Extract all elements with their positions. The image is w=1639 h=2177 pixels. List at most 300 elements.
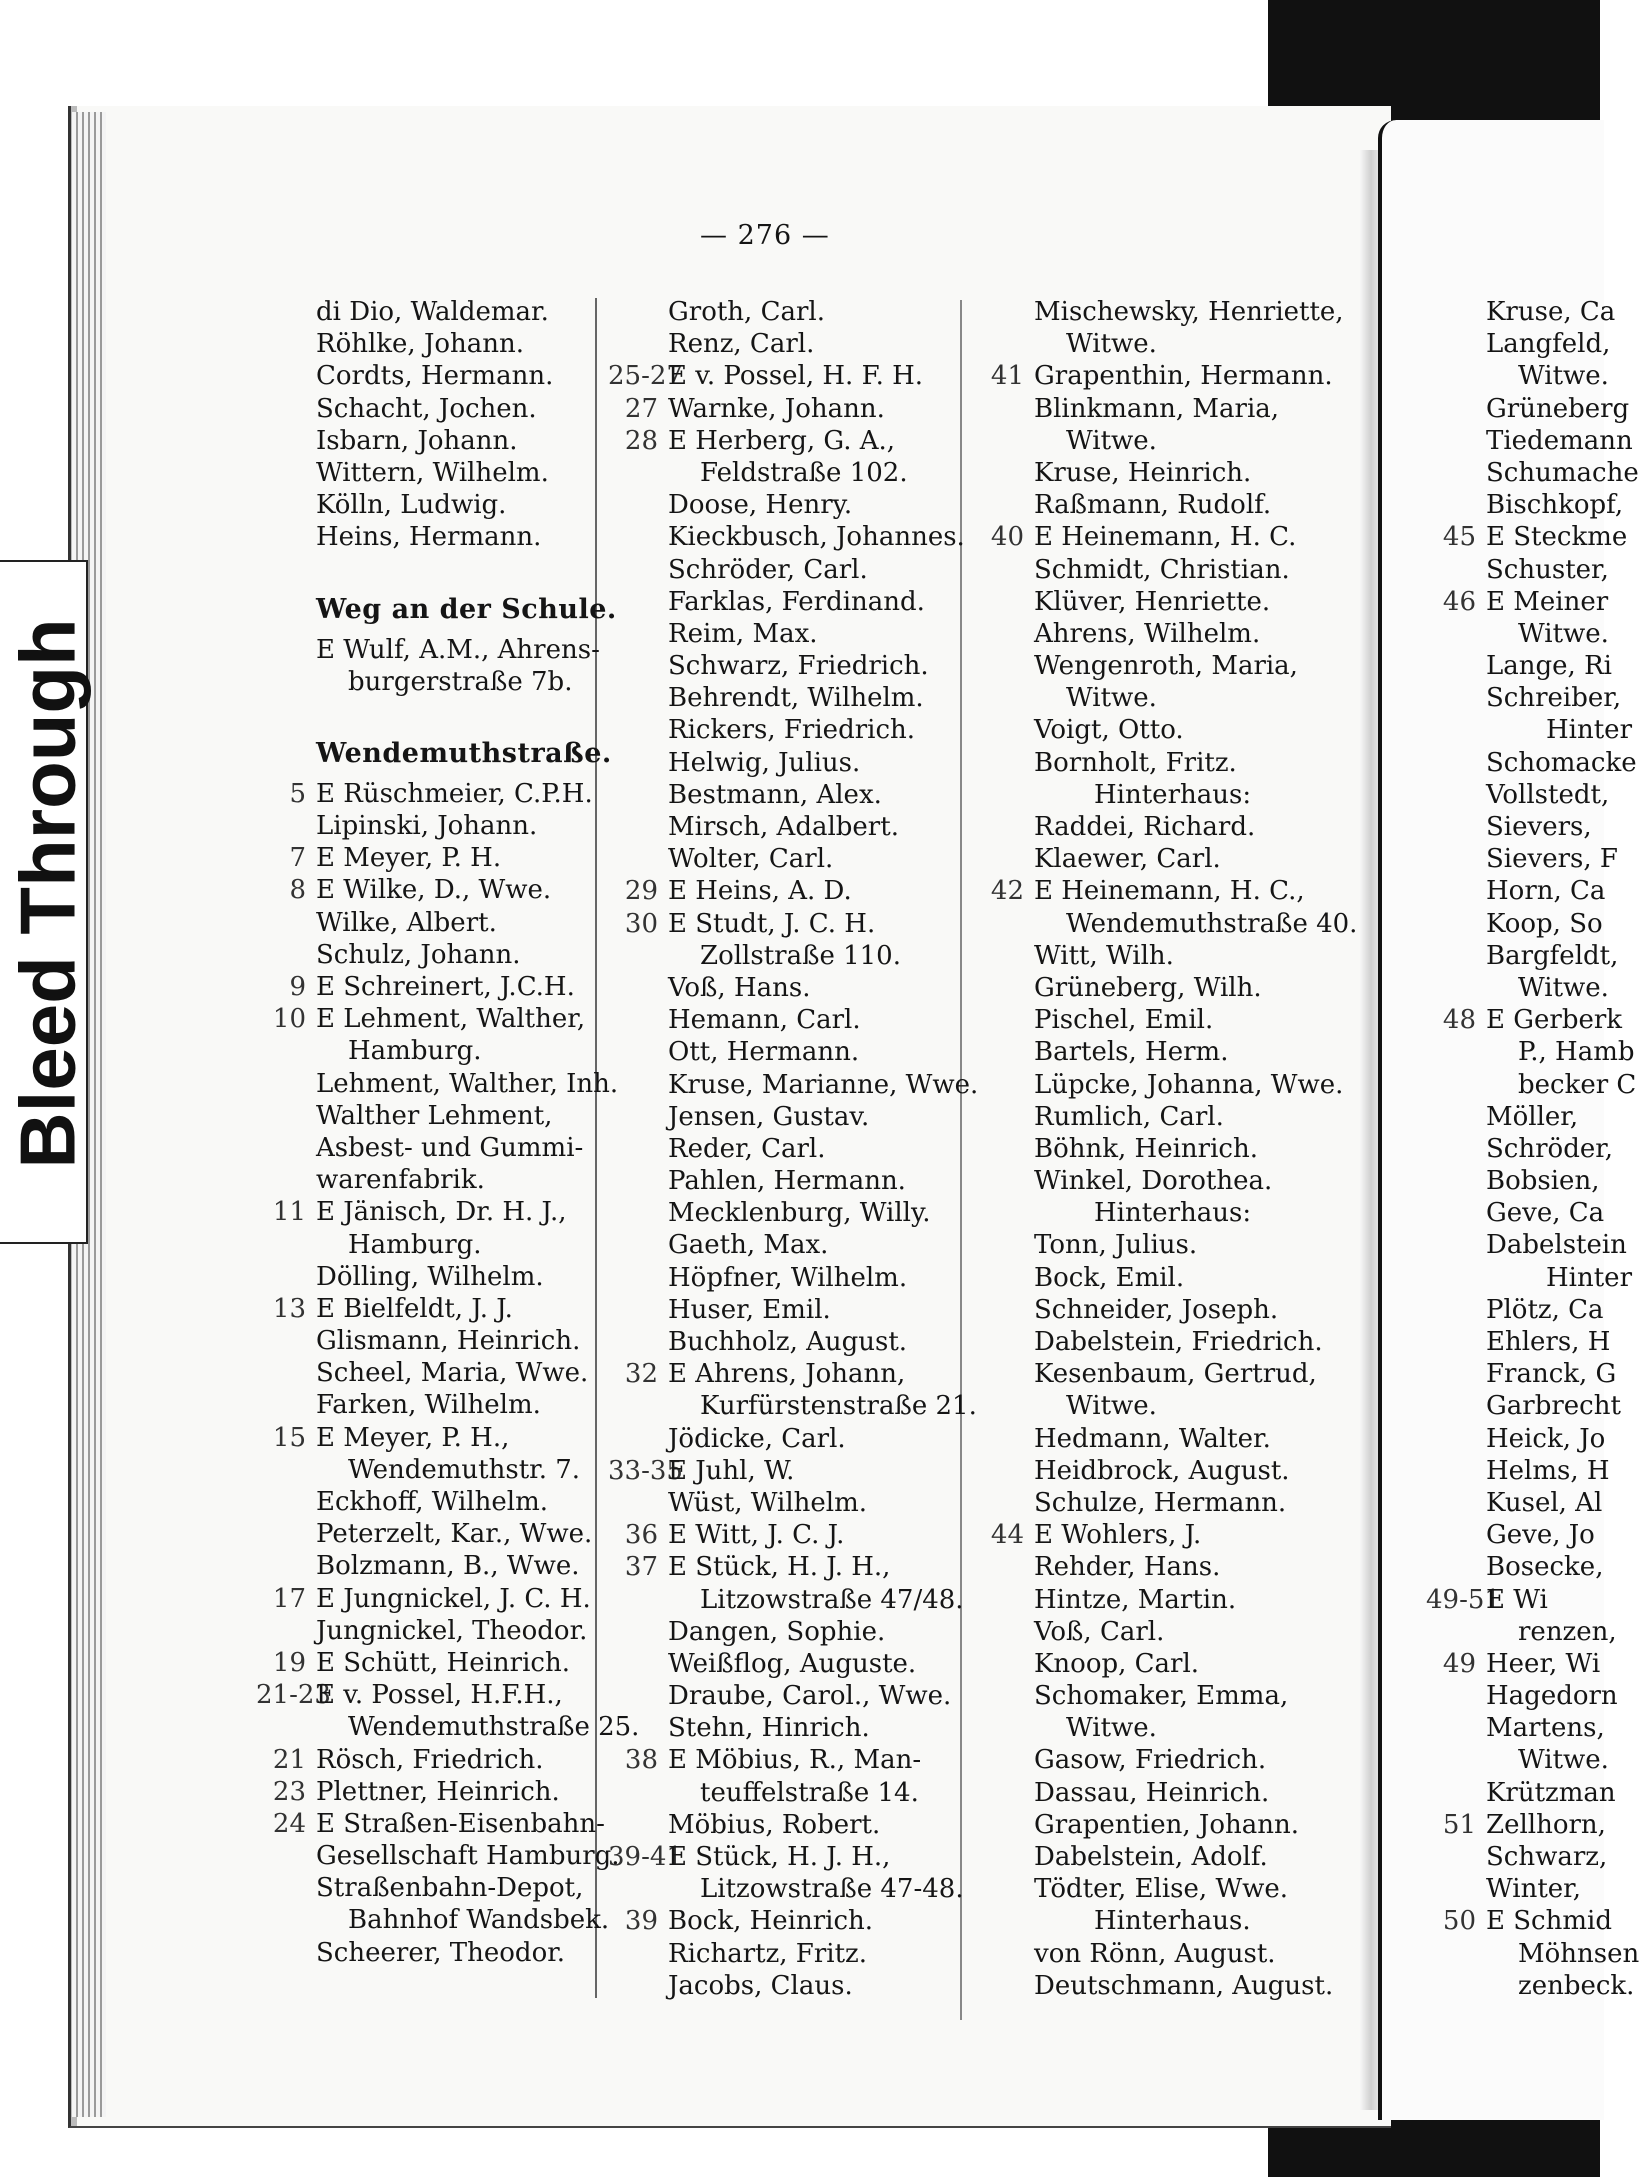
entry-text: Heidbrock, August. [1034, 1455, 1290, 1486]
entry-text: E Meyer, P. H. [316, 843, 502, 874]
entry-text: di Dio, Waldemar. [316, 297, 549, 327]
entry-text: Franck, G [1486, 1359, 1617, 1390]
directory-entry [256, 425, 639, 457]
directory-entry [256, 810, 639, 842]
house-number: 41 [990, 361, 1024, 392]
entry-text: E Heins, A. D. [668, 876, 852, 907]
directory-entry [608, 1680, 978, 1712]
house-number: 36 [624, 1520, 658, 1551]
directory-entry [608, 1101, 978, 1133]
entry-text: Vollstedt, [1486, 779, 1610, 810]
entry-text: Jungnickel, Theodor. [316, 1615, 588, 1646]
entry-text: Feldstraße 102. [700, 457, 908, 488]
entry-text: Farklas, Ferdinand. [668, 586, 925, 617]
house-number: 44 [990, 1520, 1024, 1551]
entry-text: Klaewer, Carl. [1034, 844, 1221, 875]
entry-text: Bahnhof Wandsbek. [348, 1905, 610, 1936]
directory-entry [256, 521, 639, 553]
entry-text: Buchholz, August. [668, 1327, 908, 1357]
directory-entry [256, 1229, 639, 1261]
entry-text: E Meiner [1486, 586, 1609, 617]
entry-text: Witwe. [1518, 1745, 1609, 1776]
entry-text: Schomacke [1486, 747, 1637, 778]
entry-text: E Stück, H. J. H., [668, 1842, 891, 1872]
directory-entry [974, 328, 1357, 360]
directory-entry [974, 1648, 1357, 1680]
directory-entry [608, 1390, 978, 1422]
entry-text: Rösch, Friedrich. [316, 1744, 544, 1775]
entry-text: Kruse, Marianne, Wwe. [668, 1069, 979, 1100]
entry-text: teuffelstraße 14. [700, 1777, 919, 1808]
directory-entry [1426, 1004, 1639, 1036]
directory-entry [256, 778, 639, 810]
entry-text: Ehlers, H [1486, 1327, 1611, 1357]
house-number: 42 [990, 876, 1024, 907]
entry-text: Grüneberg [1486, 393, 1630, 424]
bleed-through-label: Bleed Through [3, 618, 92, 1169]
directory-entry [608, 1294, 978, 1326]
directory-entry [1426, 1069, 1639, 1101]
entry-text: Schacht, Jochen. [316, 393, 537, 424]
entry-text: Pischel, Emil. [1034, 1005, 1214, 1036]
house-number: 38 [624, 1745, 658, 1776]
directory-entry [974, 296, 1357, 328]
directory-entry [1426, 1777, 1639, 1809]
directory-entry [974, 1680, 1357, 1712]
entry-text: Peterzelt, Kar., Wwe. [316, 1519, 593, 1550]
entry-text: Asbest- und Gummi- [316, 1132, 584, 1163]
directory-entry [256, 666, 639, 698]
directory-entry [256, 1937, 639, 1969]
entry-text: Stehn, Hinrich. [668, 1713, 870, 1744]
entry-text: Höpfner, Wilhelm. [668, 1262, 908, 1293]
entry-text: Schröder, Carl. [668, 554, 868, 585]
entry-text: Kölln, Ludwig. [316, 490, 507, 521]
directory-entry [256, 1744, 639, 1776]
entry-text: E Jänisch, Dr. H. J., [316, 1197, 567, 1228]
entry-text: Witwe. [1066, 683, 1157, 714]
entry-text: E Herberg, G. A., [668, 425, 896, 456]
entry-text: Bock, Emil. [1034, 1262, 1185, 1293]
entry-text: Hemann, Carl. [668, 1005, 861, 1036]
house-number: 27 [624, 393, 658, 424]
directory-entry [256, 1550, 639, 1582]
entry-text: Hinter [1546, 1262, 1632, 1293]
directory-entry [608, 650, 978, 682]
entry-text: Wendemuthstraße 25. [348, 1712, 640, 1743]
entry-text: E Wilke, D., Wwe. [316, 875, 552, 906]
directory-entry [974, 1519, 1357, 1551]
house-number: 46 [1442, 586, 1476, 617]
directory-entry [256, 1357, 639, 1389]
directory-entry [1426, 779, 1639, 811]
entry-text: Pahlen, Hermann. [668, 1166, 906, 1197]
directory-entry [256, 634, 639, 666]
directory-entry [256, 457, 639, 489]
entry-text: Witwe. [1518, 972, 1609, 1003]
directory-entry [608, 1004, 978, 1036]
entry-text: Rickers, Friedrich. [668, 715, 916, 746]
entry-text: Langfeld, [1486, 329, 1611, 360]
house-number: 37 [624, 1552, 658, 1583]
entry-text: Hinterhaus: [1094, 1198, 1252, 1229]
entry-text: Kesenbaum, Gertrud, [1034, 1359, 1317, 1390]
directory-entry [974, 618, 1357, 650]
directory-entry [974, 972, 1357, 1004]
entry-text: Wolter, Carl. [668, 844, 834, 875]
directory-entry [974, 457, 1357, 489]
directory-entry [1426, 521, 1639, 553]
directory-entry [974, 1358, 1357, 1390]
directory-entry [608, 586, 978, 618]
house-number: 49-51 [1426, 1584, 1501, 1615]
directory-entry [256, 393, 639, 425]
entry-text: E Schmid [1486, 1906, 1612, 1937]
house-number: 7 [289, 843, 306, 874]
entry-text: Wendemuthstr. 7. [348, 1454, 581, 1485]
entry-text: Reim, Max. [668, 618, 818, 649]
directory-entry [608, 618, 978, 650]
directory-entry [974, 1423, 1357, 1455]
entry-text: Schwarz, Friedrich. [668, 651, 929, 682]
entry-text: Tiedemann [1486, 425, 1633, 456]
entry-text: E Schreinert, J.C.H. [316, 972, 575, 1002]
entry-text: Mischewsky, Henriette, [1034, 297, 1344, 327]
directory-entry [608, 1229, 978, 1261]
entry-text: Plettner, Heinrich. [316, 1776, 560, 1807]
entry-text: Richartz, Fritz. [668, 1938, 867, 1969]
house-number: 28 [624, 425, 658, 456]
directory-entry [608, 811, 978, 843]
entry-text: Heins, Hermann. [316, 522, 542, 553]
house-number: 21 [272, 1744, 306, 1775]
entry-text: Röhlke, Johann. [316, 329, 525, 360]
entry-text: Witwe. [1518, 361, 1609, 392]
directory-entry [256, 1035, 639, 1067]
entry-text: Helwig, Julius. [668, 747, 861, 778]
directory-entry [608, 328, 978, 360]
entry-text: Behrendt, Wilhelm. [668, 683, 924, 714]
directory-entry [608, 1133, 978, 1165]
directory-entry [1426, 489, 1639, 521]
directory-entry [256, 360, 639, 392]
directory-entry [256, 1422, 639, 1454]
house-number: 24 [272, 1808, 306, 1839]
house-number: 32 [624, 1359, 658, 1390]
directory-column-2 [608, 296, 978, 2002]
entry-text: Heer, Wi [1486, 1648, 1601, 1679]
entry-text: Schmidt, Christian. [1034, 554, 1290, 585]
entry-text: Grapenthin, Hermann. [1034, 361, 1333, 392]
entry-text: Eckhoff, Wilhelm. [316, 1487, 549, 1517]
entry-text: Witwe. [1066, 329, 1157, 360]
house-number: 8 [289, 875, 306, 906]
directory-entry [608, 1744, 978, 1776]
entry-text: Scheerer, Theodor. [316, 1937, 566, 1968]
house-number: 33-35 [608, 1455, 683, 1486]
directory-entry [974, 1809, 1357, 1841]
house-number: 51 [1442, 1809, 1476, 1840]
entry-text: Lehment, Walther, Inh. [316, 1068, 619, 1099]
entry-text: Dabelstein, Friedrich. [1034, 1327, 1323, 1357]
directory-entry [256, 874, 639, 906]
house-number: 30 [624, 908, 658, 939]
entry-text: von Rönn, August. [1034, 1938, 1276, 1969]
entry-text: E v. Possel, H.F.H., [316, 1680, 563, 1711]
entry-text: Krützman [1486, 1777, 1616, 1808]
directory-entry [1426, 360, 1639, 392]
directory-entry [256, 1872, 639, 1904]
directory-entry [1426, 1744, 1639, 1776]
entry-text: Voß, Carl. [1034, 1616, 1165, 1647]
directory-entry [608, 1551, 978, 1583]
directory-entry [1426, 1197, 1639, 1229]
entry-text: Groth, Carl. [668, 297, 825, 327]
directory-entry [256, 1808, 639, 1840]
entry-text: Lange, Ri [1486, 651, 1612, 682]
entry-text: E Lehment, Walther, [316, 1004, 586, 1035]
house-number: 23 [272, 1776, 306, 1807]
entry-text: warenfabrik. [316, 1165, 485, 1196]
directory-entry [608, 1326, 978, 1358]
house-number: 39-41 [608, 1842, 683, 1872]
entry-text: Kurfürstenstraße 21. [700, 1391, 977, 1422]
directory-entry [608, 1358, 978, 1390]
directory-entry [974, 1133, 1357, 1165]
entry-text: zenbeck. [1518, 1970, 1635, 2001]
entry-text: Reder, Carl. [668, 1133, 826, 1164]
entry-text: Deutschmann, August. [1034, 1970, 1334, 2001]
entry-text: Hedmann, Walter. [1034, 1423, 1271, 1454]
entry-text: Bischkopf, [1486, 490, 1624, 521]
directory-entry [1426, 1680, 1639, 1712]
house-number: 19 [272, 1647, 306, 1678]
entry-text: Witt, Wilh. [1034, 940, 1174, 971]
directory-entry [608, 1648, 978, 1680]
entry-text: E Möbius, R., Man- [668, 1745, 922, 1776]
entry-text: Ott, Hermann. [668, 1037, 860, 1068]
directory-entry [974, 1712, 1357, 1744]
entry-text: E Steckme [1486, 522, 1628, 553]
directory-entry [1426, 714, 1639, 746]
entry-text: E Witt, J. C. J. [668, 1520, 845, 1551]
entry-text: Wendemuthstraße 40. [1066, 908, 1358, 939]
directory-entry [256, 1647, 639, 1679]
directory-entry [1426, 1616, 1639, 1648]
entry-text: Sievers, F [1486, 844, 1618, 875]
house-number: 29 [624, 876, 658, 907]
directory-entry [256, 971, 639, 1003]
directory-entry [1426, 1294, 1639, 1326]
directory-entry [256, 1679, 639, 1711]
directory-entry [974, 1455, 1357, 1487]
entry-text: Bobsien, [1486, 1166, 1600, 1197]
directory-entry [1426, 1036, 1639, 1068]
directory-entry [974, 1229, 1357, 1261]
directory-entry [608, 554, 978, 586]
entry-text: Schreiber, [1486, 683, 1622, 714]
entry-text: E Straßen-Eisenbahn- [316, 1808, 605, 1839]
entry-text: Bornholt, Fritz. [1034, 747, 1237, 778]
entry-text: Horn, Ca [1486, 876, 1606, 907]
entry-text: Raddei, Richard. [1034, 812, 1256, 842]
directory-entry [1426, 1262, 1639, 1294]
directory-entry [256, 1325, 639, 1357]
directory-entry [974, 940, 1357, 972]
directory-entry [974, 908, 1357, 940]
directory-entry [608, 360, 978, 392]
entry-text: E Schütt, Heinrich. [316, 1647, 570, 1678]
entry-text: Hamburg. [348, 1036, 482, 1067]
directory-entry [608, 1519, 978, 1551]
directory-entry [256, 1132, 639, 1164]
entry-text: Kieckbusch, Johannes. [668, 522, 965, 553]
directory-entry [608, 1262, 978, 1294]
entry-text: Warnke, Johann. [668, 393, 885, 424]
entry-text: Garbrecht [1486, 1391, 1621, 1422]
directory-entry [1426, 1133, 1639, 1165]
directory-entry [256, 1454, 639, 1486]
entry-text: Scheel, Maria, Wwe. [316, 1358, 589, 1389]
entry-text: E Wohlers, J. [1034, 1520, 1202, 1551]
entry-text: Wendemuthstraße. [316, 737, 612, 769]
entry-text: Hintze, Martin. [1034, 1584, 1237, 1615]
entry-text: renzen, [1518, 1616, 1617, 1647]
directory-entry [1426, 1584, 1639, 1616]
directory-entry [974, 1101, 1357, 1133]
entry-text: Grapentien, Johann. [1034, 1809, 1299, 1840]
entry-text: Tonn, Julius. [1034, 1230, 1198, 1261]
directory-entry [974, 1551, 1357, 1583]
entry-text: becker C [1518, 1069, 1637, 1100]
entry-text: Tödter, Elise, Wwe. [1034, 1874, 1289, 1905]
entry-text: E Wulf, A.M., Ahrens- [316, 634, 600, 665]
directory-entry [608, 747, 978, 779]
directory-entry [608, 940, 978, 972]
directory-entry [256, 1904, 639, 1936]
house-number: 11 [272, 1197, 306, 1228]
directory-entry [974, 489, 1357, 521]
directory-entry [974, 1744, 1357, 1776]
directory-entry [256, 1583, 639, 1615]
entry-text: Schulze, Hermann. [1034, 1487, 1287, 1518]
directory-entry [256, 296, 639, 328]
entry-text: Jacobs, Claus. [668, 1970, 853, 2001]
directory-entry [1426, 425, 1639, 457]
directory-entry [974, 425, 1357, 457]
entry-text: Raßmann, Rudolf. [1034, 490, 1272, 521]
directory-entry [1426, 811, 1639, 843]
entry-text: Dassau, Heinrich. [1034, 1777, 1270, 1808]
entry-text: Draube, Carol., Wwe. [668, 1681, 952, 1712]
entry-text: Straßenbahn-Depot, [316, 1873, 584, 1904]
directory-entry [256, 1100, 639, 1132]
directory-entry [256, 1776, 639, 1808]
entry-text: Renz, Carl. [668, 329, 815, 360]
directory-entry [974, 875, 1357, 907]
entry-text: E Studt, J. C. H. [668, 908, 876, 939]
entry-text: Gasow, Friedrich. [1034, 1745, 1267, 1776]
entry-text: Helms, H [1486, 1455, 1610, 1486]
directory-entry [974, 521, 1357, 553]
directory-entry [608, 1069, 978, 1101]
entry-text: Möbius, Robert. [668, 1809, 881, 1840]
directory-entry [1426, 328, 1639, 360]
entry-text: E Jungnickel, J. C. H. [316, 1583, 591, 1614]
directory-entry [1426, 296, 1639, 328]
directory-entry [974, 1616, 1357, 1648]
directory-entry [608, 1809, 978, 1841]
entry-text: Wengenroth, Maria, [1034, 651, 1298, 682]
house-number: 49 [1442, 1648, 1476, 1679]
entry-text: burgerstraße 7b. [348, 666, 573, 697]
entry-text: Bartels, Herm. [1034, 1037, 1229, 1068]
directory-entry [608, 714, 978, 746]
directory-entry [608, 489, 978, 521]
entry-text: Weißflog, Auguste. [668, 1648, 917, 1679]
entry-text: E Ahrens, Johann, [668, 1359, 906, 1390]
directory-entry [1426, 682, 1639, 714]
entry-text: Zollstraße 110. [700, 940, 901, 971]
directory-entry [608, 779, 978, 811]
directory-column-4 [1426, 296, 1639, 2002]
directory-entry [1426, 1809, 1639, 1841]
directory-entry [256, 328, 639, 360]
directory-entry [1426, 1358, 1639, 1390]
directory-entry [974, 360, 1357, 392]
directory-entry [608, 682, 978, 714]
directory-entry [1426, 843, 1639, 875]
entry-text: Huser, Emil. [668, 1294, 831, 1325]
entry-text: Glismann, Heinrich. [316, 1326, 581, 1357]
directory-entry [974, 1390, 1357, 1422]
house-number: 9 [289, 972, 306, 1002]
entry-text: Bock, Heinrich. [668, 1906, 874, 1937]
entry-text: Witwe. [1518, 618, 1609, 649]
directory-entry [256, 1261, 639, 1293]
directory-entry [608, 972, 978, 1004]
directory-entry [1426, 1326, 1639, 1358]
entry-text: Schröder, [1486, 1133, 1614, 1164]
directory-entry [608, 908, 978, 940]
entry-text: E Juhl, W. [668, 1455, 795, 1486]
directory-entry [1426, 554, 1639, 586]
directory-entry [974, 1036, 1357, 1068]
directory-entry [256, 842, 639, 874]
house-number: 39 [624, 1906, 658, 1937]
directory-entry [608, 296, 978, 328]
entry-text: Bargfeldt, [1486, 940, 1619, 971]
entry-text: Schuster, [1486, 554, 1609, 585]
directory-entry [256, 1389, 639, 1421]
entry-text: Kusel, Al [1486, 1487, 1603, 1518]
spacer [256, 554, 639, 594]
directory-entry [256, 939, 639, 971]
entry-text: Winter, [1486, 1874, 1581, 1905]
entry-text: Rumlich, Carl. [1034, 1101, 1224, 1132]
entry-text: Blinkmann, Maria, [1034, 393, 1280, 424]
entry-text: Plötz, Ca [1486, 1294, 1604, 1325]
house-number: 48 [1442, 1005, 1476, 1036]
directory-entry [1426, 1905, 1639, 1937]
directory-entry [608, 457, 978, 489]
entry-text: Walther Lehment, [316, 1100, 553, 1131]
directory-entry [974, 1873, 1357, 1905]
entry-text: Lüpcke, Johanna, Wwe. [1034, 1069, 1344, 1100]
street-heading [256, 738, 639, 778]
directory-entry [974, 779, 1357, 811]
directory-entry [1426, 1229, 1639, 1261]
